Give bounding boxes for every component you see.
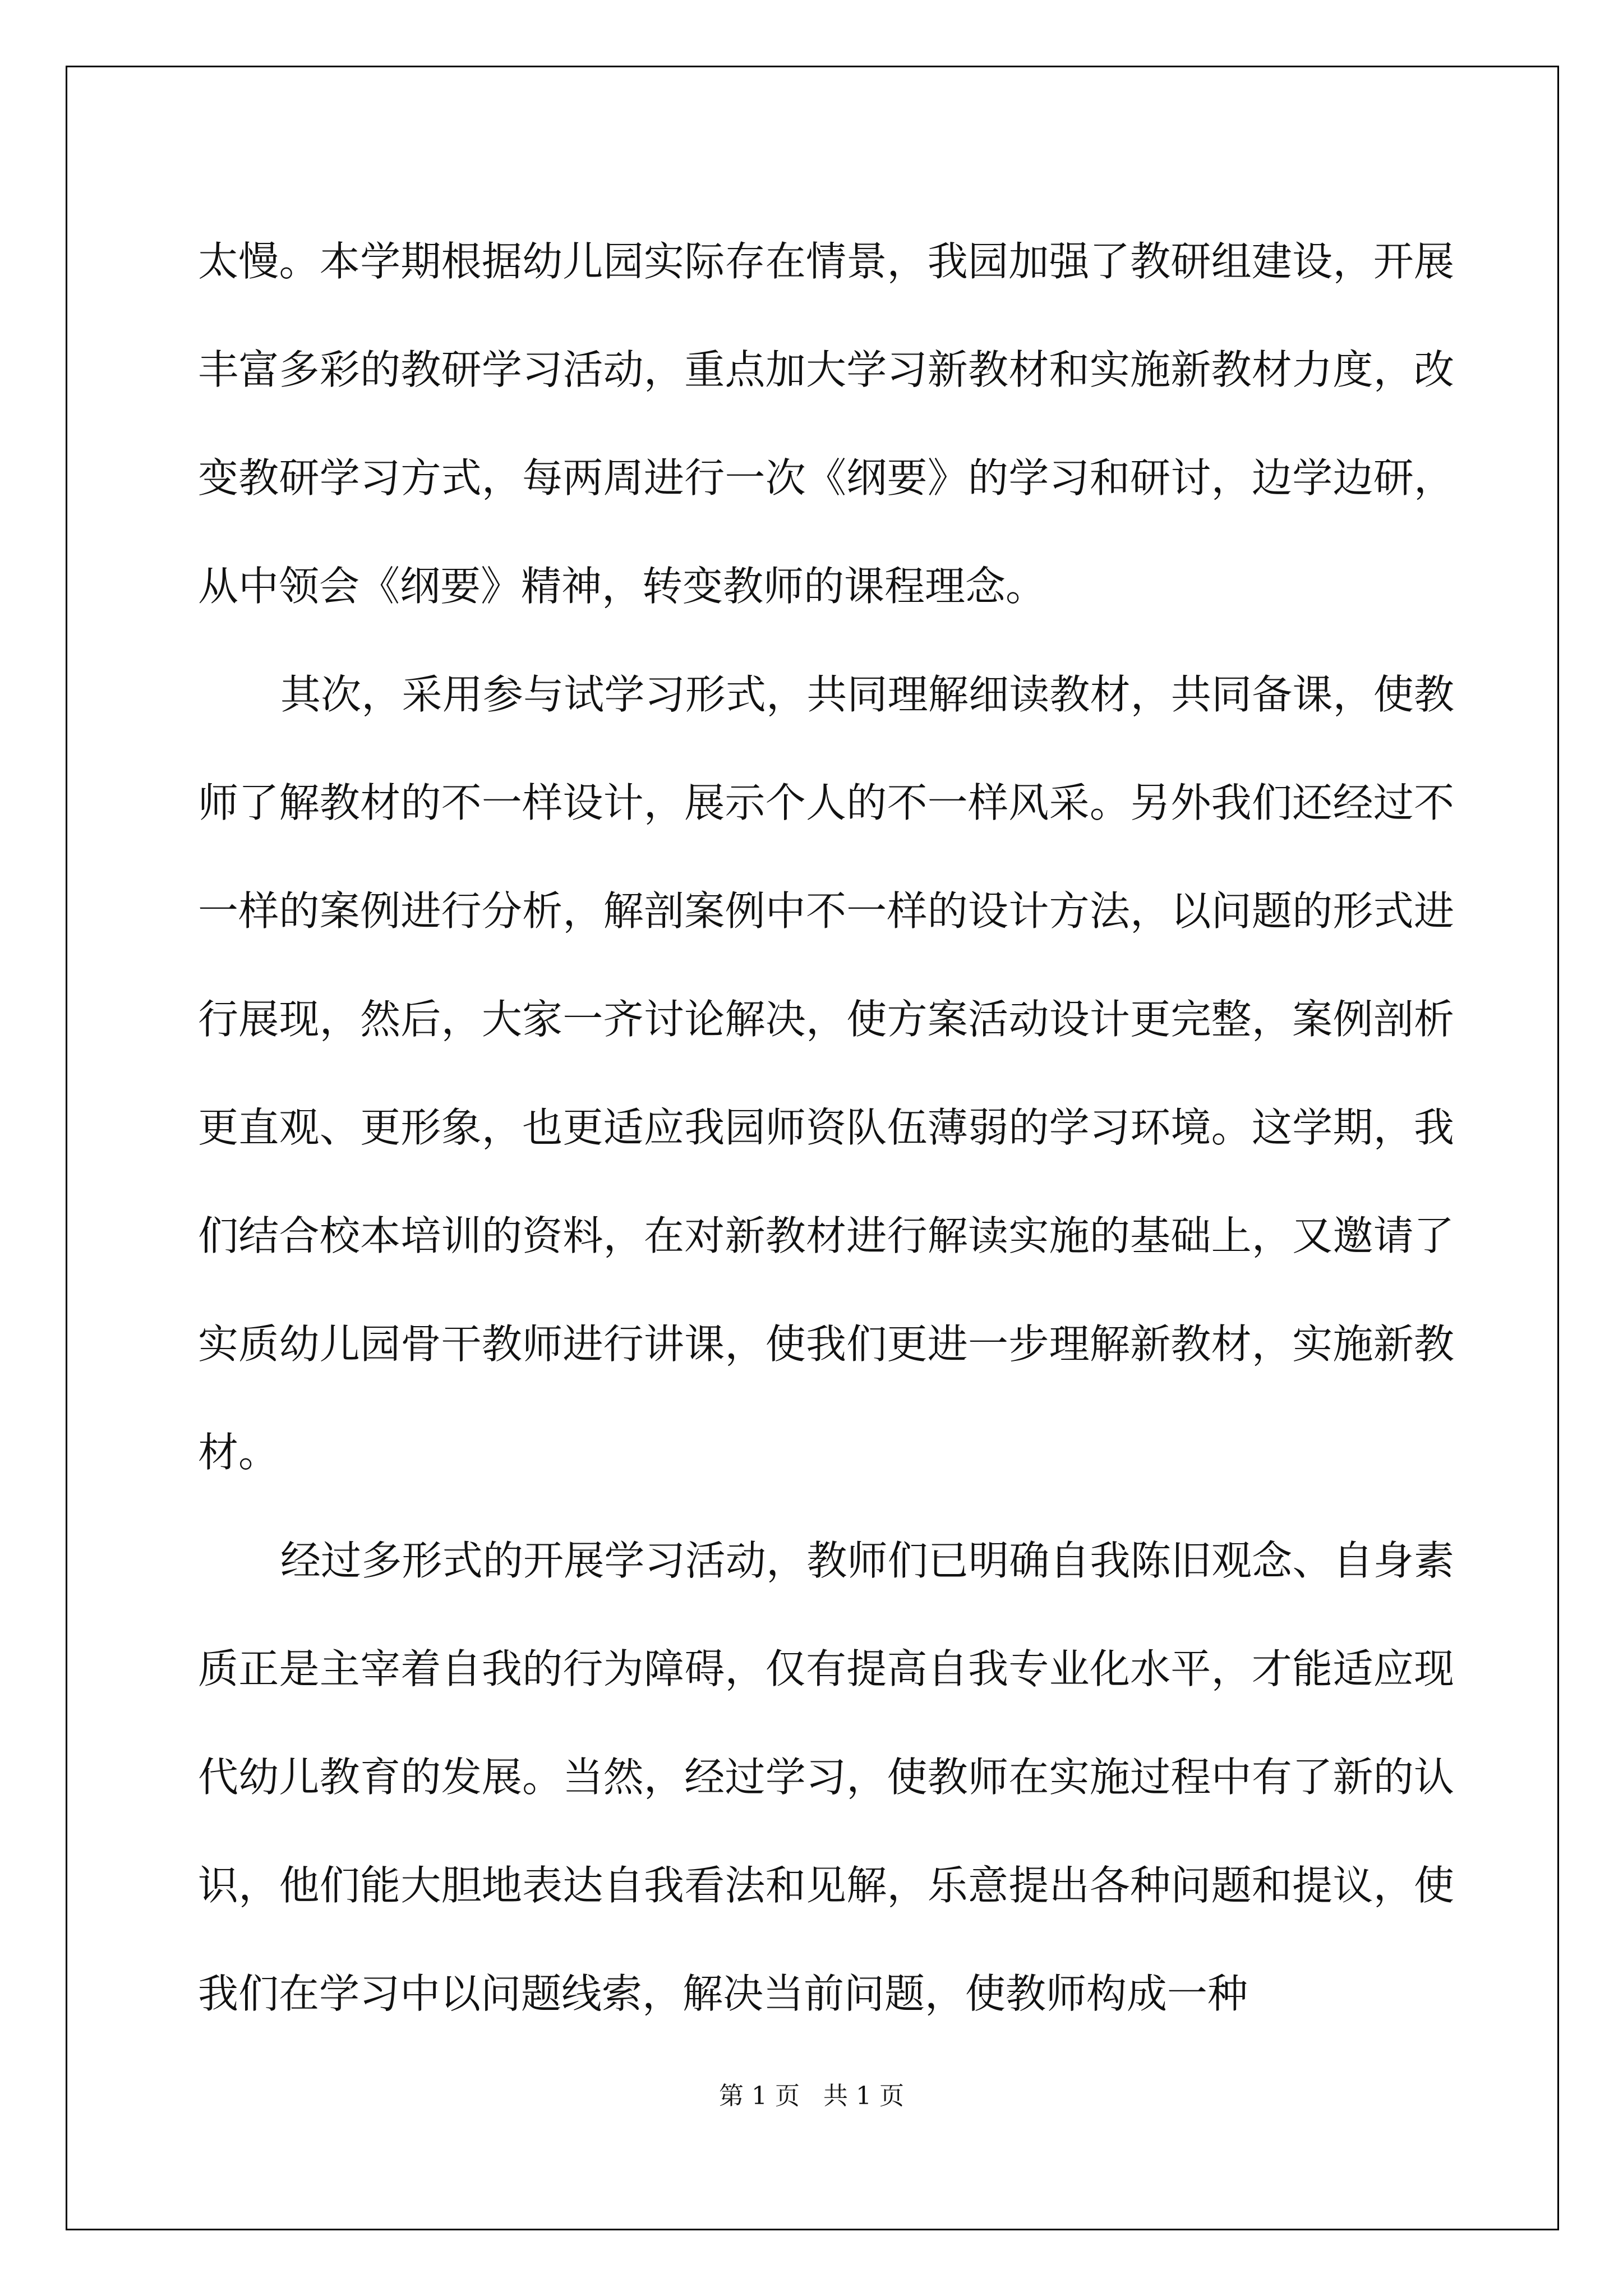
document-body [198, 208, 1454, 2048]
paragraph: 经过多形式的开展学习活动，教师们已明确自我陈旧观念、自身素质正是主宰着自我的行为障碍，仅有提高自我专业化水平，才能适应现代幼儿教育的发展。当然，经过学习，使教师在实施过程中有了新的认识，他们能大胆地表达自我看法和见解，乐意提出各种问题和提议，使我们在学习中以问题线索，解决当前问题，使教师构成一种 [198, 1537, 1454, 2017]
paragraph: 太慢。本学期根据幼儿园实际存在情景，我园加强了教研组建设，开展丰富多彩的教研学习活动，重点加大学习新教材和实施新教材力度，改变教研学习方式，每两周进行一次《纲要》的学习和研讨，边学边研，从中领会《纲要》精神，转变教师的课程理念。 [198, 238, 1454, 610]
page-number-footer: 第 1 页 共 1 页 [719, 2082, 904, 2110]
paragraph: 其次，采用参与试学习形式，共同理解细读教材，共同备课，使教师了解教材的不一样设计，展示个人的不一样风采。另外我们还经过不一样的案例进行分析，解剖案例中不一样的设计方法，以问题的形式进行展现，然后，大家一齐讨论解决，使方案活动设计更完整，案例剖析更直观、更形象，也更适应我园师资队伍薄弱的学习环境。这学期，我们结合校本培训的资料，在对新教材进行解读实施的基础上，又邀请了实质幼儿园骨干教师进行讲课，使我们更进一步理解新教材，实施新教材。 [198, 671, 1454, 1476]
